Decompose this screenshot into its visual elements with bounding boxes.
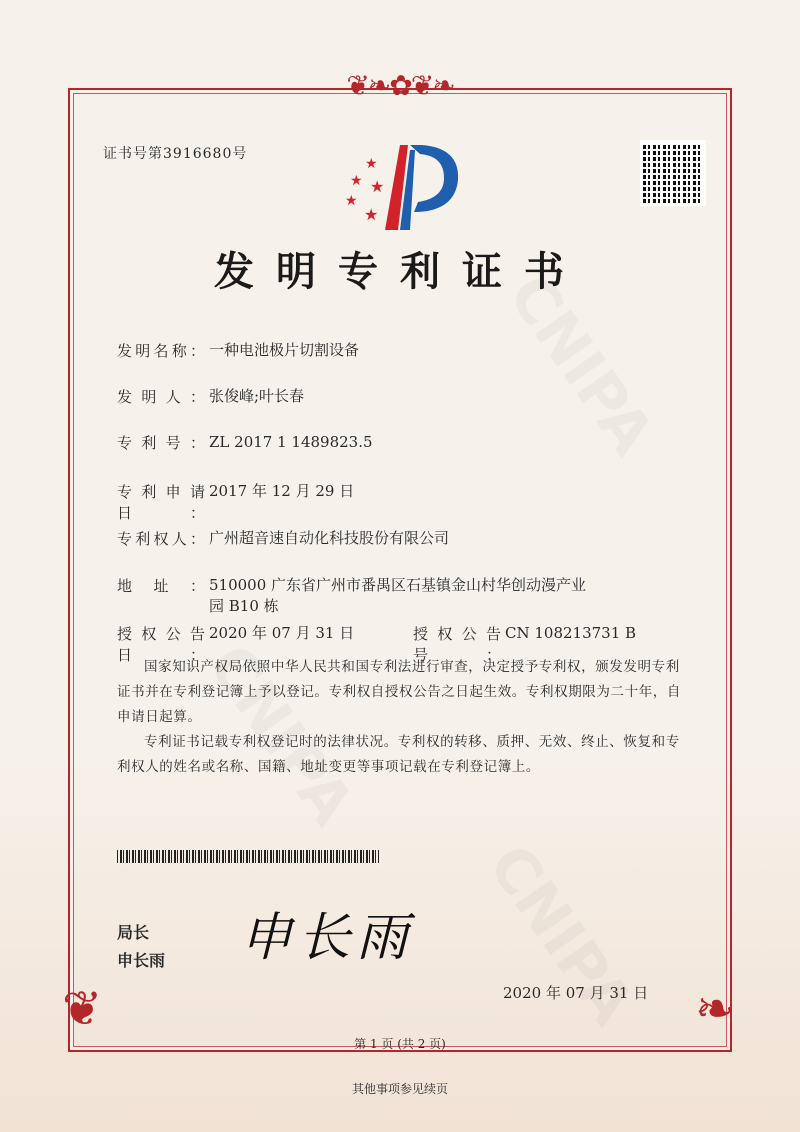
label: 专利申请日： [117, 483, 205, 522]
top-ornament: ❦❧✿❦❧ [346, 69, 454, 102]
field-address [117, 575, 599, 617]
field-patent-number [117, 432, 609, 453]
cnipa-logo [340, 140, 465, 232]
value: 510000 广东省广州市番禺区石基镇金山村华创动漫产业园 B10 栋 [209, 576, 587, 615]
value: CN 108213731 B [505, 624, 637, 642]
paragraph-legal-status: 专利证书记载专利权登记时的法律状况。专利权的转移、质押、无效、终止、恢复和专利权人的姓名或名称、国籍、地址变更等事项记载在专利登记簿上。 [117, 734, 680, 775]
label: 授权公告日： [117, 625, 205, 664]
svg-text:★: ★ [365, 156, 378, 172]
value: 2017 年 12 月 29 日 [209, 482, 355, 500]
field-inventors [117, 386, 609, 407]
paragraph-grant-statement: 国家知识产权局依照中华人民共和国专利法进行审查，决定授予专利权，颁发发明专利证书并在专利登记簿上予以登记。专利权自授权公告之日起生效。专利权期限为二十年，自申请日起算。 [117, 659, 681, 725]
svg-text:★: ★ [345, 193, 358, 209]
label: 发明名称： [117, 342, 205, 360]
value: ZL 2017 1 1489823.5 [209, 433, 373, 451]
field-patentee [117, 528, 609, 549]
value: 一种电池极片切割设备 [209, 341, 360, 359]
certificate-number: 证书号第3916680号 [103, 146, 248, 162]
issue-date: 2020 年 07 月 31 日 [503, 984, 649, 1002]
signatory-name: 申长雨 [117, 951, 166, 970]
value: 2020 年 07 月 31 日 [209, 624, 355, 642]
continuation-note: 其他事项参见续页 [351, 1082, 448, 1096]
svg-text:★: ★ [350, 173, 363, 189]
value: 广州超音速自动化科技股份有限公司 [209, 529, 450, 547]
qr-code [640, 140, 706, 206]
signature: 申长雨 [240, 908, 415, 968]
field-application-date [117, 481, 609, 523]
svg-text:★: ★ [370, 177, 385, 196]
barcode [117, 850, 379, 863]
corner-ornament-left: ❦ [62, 981, 103, 1037]
field-invention-name [117, 340, 609, 361]
svg-text:★: ★ [364, 205, 379, 224]
document-title: 发明专利证书 [214, 248, 586, 295]
page-info: 第 1 页 (共 2 页) [354, 1037, 446, 1051]
signatory-title: 局长 [117, 923, 150, 942]
label: 地址： [117, 577, 205, 595]
label: 授权公告号： [413, 625, 501, 664]
label: 专利权人： [117, 530, 205, 548]
corner-ornament-right: ❧ [695, 981, 736, 1037]
label: 专利号： [117, 434, 205, 452]
label: 发明人： [117, 388, 205, 406]
value: 张俊峰;叶长春 [209, 387, 305, 405]
